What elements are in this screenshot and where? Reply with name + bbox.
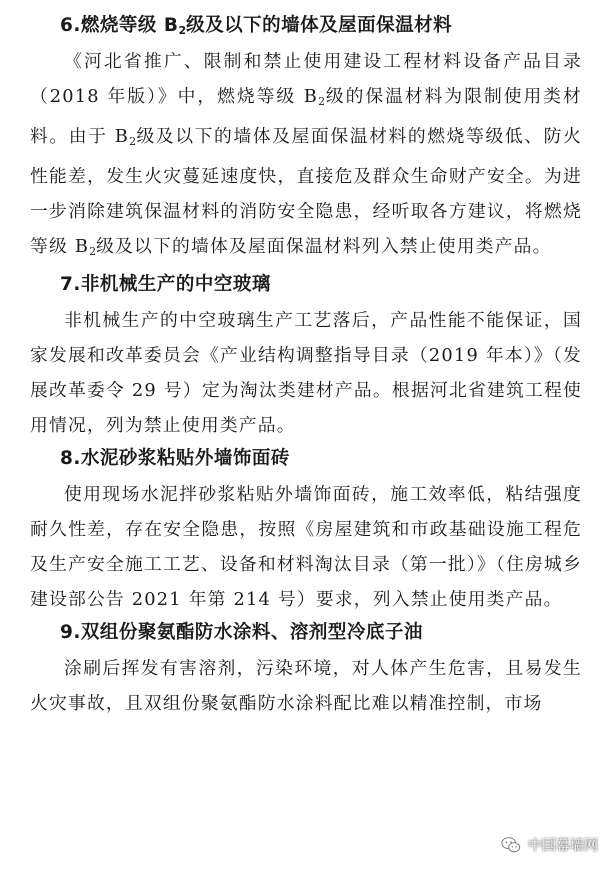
subscript: 2	[178, 24, 187, 37]
section-7-paragraph: 非机械生产的中空玻璃生产工艺落后，产品性能不能保证，国家发展和改革委员会《产业结构调整指导目录（2019 年本）》（发展改革委令 29 号）定为淘汰类建材产品。根据河北省建筑工程使用情况，列为禁止使用类产品。	[30, 310, 582, 436]
wechat-logo-icon	[500, 834, 522, 856]
paragraph-text: 级的保温材料为限制使用类材料。由于 B	[30, 86, 582, 147]
subscript: 2	[129, 135, 137, 148]
paragraph-text: 《河北省推广、限制和禁止使用建设工程材料设备产品目录（2018 年版）》中，燃烧等级 B	[30, 51, 582, 107]
section-6-paragraph	[30, 44, 582, 269]
section-6-heading	[30, 12, 582, 44]
heading-text: 6.燃烧等级 B	[60, 15, 179, 36]
paragraph-text: 级及以下的墙体及屋面保温材料的燃烧等级低、防火性能差，发生火灾蔓延速度快，直接危及群众生命财产安全。为进一步消除建筑保温材料的消防安全隐患，经听取各方建议，将燃烧等级 B	[30, 126, 582, 257]
subscript: 2	[89, 245, 97, 258]
section-9-paragraph: 涂刷后挥发有害溶剂，污染环境，对人体产生危害，且易发生火灾事故，且双组份聚氨酯防水涂料配比难以精准控制，市场	[30, 658, 582, 714]
section-7-heading: 7.非机械生产的中空玻璃	[60, 274, 271, 295]
watermark	[500, 834, 598, 856]
subscript: 2	[318, 95, 326, 108]
section-8-paragraph: 使用现场水泥拌砂浆粘贴外墙饰面砖，施工效率低，粘结强度耐久性差，存在安全隐患，按照《房屋建筑和市政基础设施工程危及生产安全施工工艺、设备和材料淘汰目录（第一批）》（住房城乡建设部公告 2021 年第 214 号）要求，列入禁止使用类产品。	[30, 484, 582, 610]
section-8-heading: 8.水泥砂浆粘贴外墙饰面砖	[60, 448, 290, 469]
section-9-heading: 9.双组份聚氨酯防水涂料、溶剂型冷底子油	[60, 622, 423, 643]
heading-text: 级及以下的墙体及屋面保温材料	[186, 15, 453, 36]
watermark-text: 中国幕墙网	[528, 838, 598, 854]
paragraph-text: 级及以下的墙体及屋面保温材料列入禁止使用类产品。	[96, 236, 552, 257]
